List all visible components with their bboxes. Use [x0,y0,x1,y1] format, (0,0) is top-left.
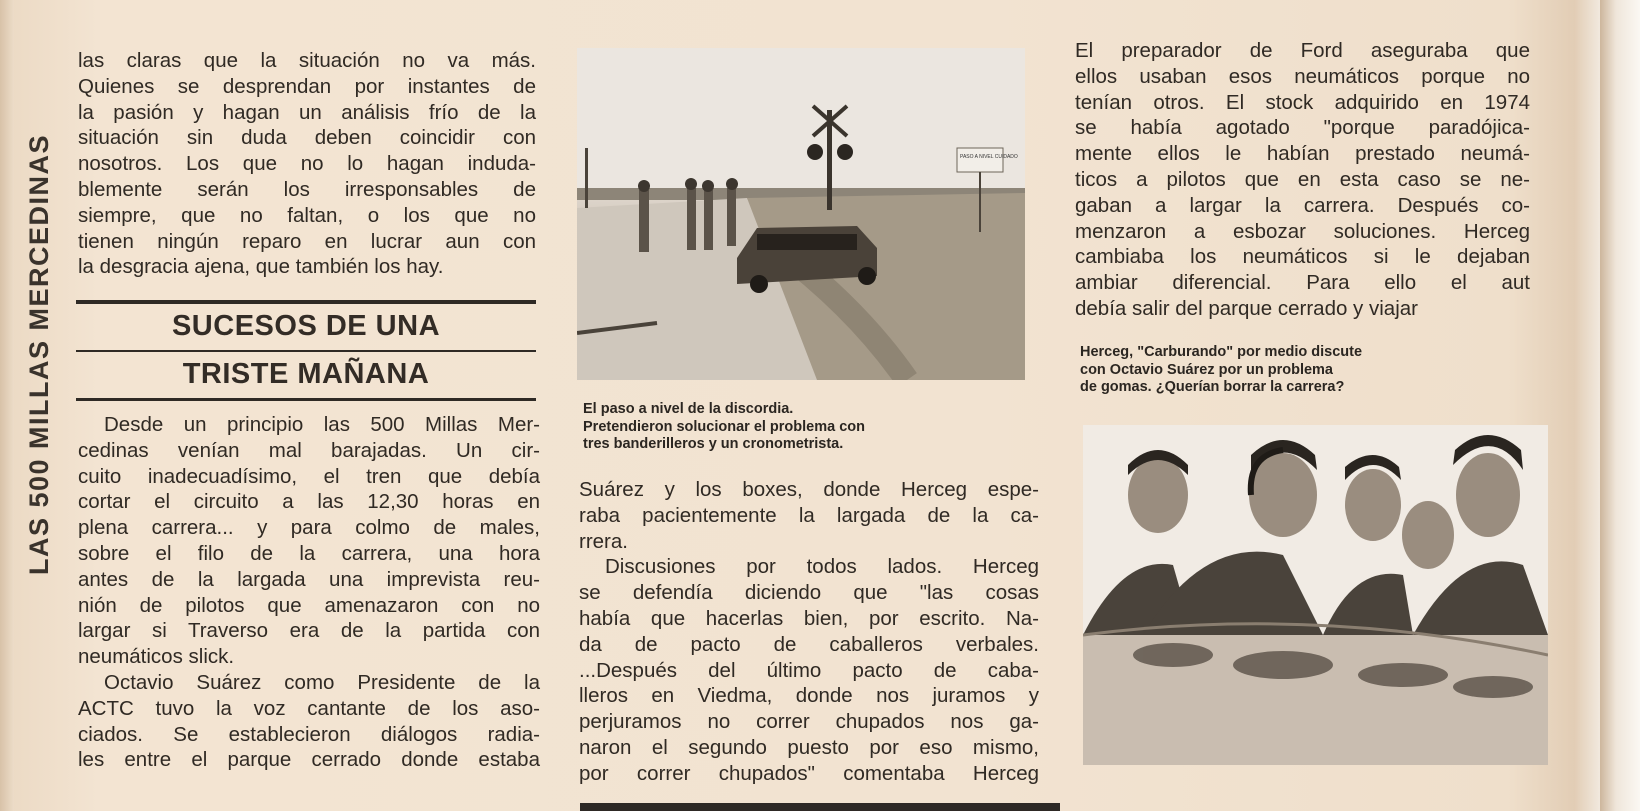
text-line: ACTC tuvo la voz cantante de los aso- [78,696,540,720]
photo-railroad-crossing [577,48,1025,380]
text-line: rrera. [579,529,628,553]
text-line: ellos usaban esos neumáticos porque no [1075,64,1530,88]
railroad-crossing-illustration [577,48,1025,380]
page-edge [1600,0,1640,811]
text-line: tenían otros. El stock adquirido en 1974 [1075,90,1530,114]
photo-men-discussing [1083,425,1548,765]
text-line: se defendía diciendo que "las cosas [579,581,1039,605]
text-line: ambiar diferencial. Para ello el aut [1075,271,1530,295]
caption-line: Herceg, "Carburando" por medio discute [1080,344,1363,360]
headline-rule-middle [76,350,536,352]
text-line: ticos a pilotos que en esta caso se ne- [1075,167,1530,191]
men-discussing-illustration [1083,425,1548,765]
text-line: la desgracia ajena, que también los hay. [78,255,444,279]
text-line: Quienes se desprendan por instantes de [78,74,536,98]
caption-line: Pretendieron solucionar el problema con [583,418,866,435]
text-line: se había agotado "porque paradójica- [1075,116,1530,140]
column3-body [1075,38,1530,322]
text-line: situación sin duda deben coincidir con [78,126,536,150]
column2-body [579,477,1039,787]
text-line: mente ellos le habían prestado neumá- [1075,142,1530,166]
caption-line: El paso a nivel de la discordia. [583,401,794,417]
text-line: menzaron a esbozar soluciones. Herceg [1075,219,1530,243]
column1-top-paragraph [78,48,536,280]
text-line: cuito inadecuadísimo, el tren que debía [78,464,540,488]
text-line: ciados. Se establecieron diálogos radia- [78,722,540,746]
text-line: neumáticos slick. [78,645,235,669]
text-line: lleros en Viedma, donde nos juramos y [579,684,1039,708]
section-title-vertical: LAS 500 MILLAS MERCEDINAS [24,133,54,575]
text-line: tienen ningún reparo en lucrar aun con [78,229,536,253]
text-line: nión de pilotos que amenazaron con no [78,593,540,617]
text-line: por correr chupados" comentaba Herceg [579,761,1039,785]
photo2-caption [1080,344,1530,397]
text-line: cambiaba los neumáticos si le dejaban [1075,245,1530,269]
text-line: debía salir del parque cerrado y viajar [1075,296,1418,320]
text-line: nosotros. Los que no lo hagan induda- [78,152,536,176]
text-line: cortar el circuito a las 12,30 horas en [78,490,540,514]
headline-rule-bottom [76,398,536,401]
text-line: El preparador de Ford aseguraba que [1075,39,1530,62]
page-spine [0,0,14,811]
text-line: raba pacientemente la largada de la ca- [579,503,1039,527]
text-line: Octavio Suárez como Presidente de la [104,670,540,694]
text-line: blemente serán los irresponsables de [78,177,536,201]
photo1-caption [583,401,1023,454]
text-line: naron el segundo puesto por eso mismo, [579,735,1039,759]
bottom-rule [580,803,1060,811]
headline-line-1: SUCESOS DE UNA [171,310,441,342]
text-line: antes de la largada una imprevista reu- [78,567,540,591]
text-line: las claras que la situación no va más. [78,49,536,72]
text-line: había que hacerlas bien, por escrito. Na- [579,606,1039,630]
text-line: Discusiones por todos lados. Herceg [605,555,1039,579]
headline-rule-top [76,300,536,304]
text-line: largar si Traverso era de la partida con [78,619,540,643]
text-line: gaban a largar la carrera. Después co- [1075,193,1530,217]
text-line: siempre, que no faltan, o los que no [78,203,536,227]
text-line: Desde un principio las 500 Millas Mer- [104,413,540,436]
caption-line: con Octavio Suárez por un problema [1080,361,1333,378]
text-line: sobre el filo de la carrera, una hora [78,541,540,565]
text-line: plena carrera... y para colmo de males, [78,516,540,540]
text-line: les entre el parque cerrado donde estaba [78,748,540,772]
text-line: Suárez y los boxes, donde Herceg espe- [579,478,1039,501]
headline-line-2: TRISTE MAÑANA [182,358,430,390]
column1-body [78,412,540,773]
text-line: cedinas venían mal barajadas. Un cir- [78,438,540,462]
sign-text: PASO A NIVEL CUIDADO [960,154,1018,160]
caption-line: tres banderilleros y un cronometrista. [583,436,844,452]
caption-line: de gomas. ¿Querían borrar la carrera? [1080,379,1345,395]
text-line: la pasión y hagan un análisis frío de la [78,100,536,124]
text-line: perjuramos no correr chupados nos ga- [579,710,1039,734]
text-line: ...Después del último pacto de caba- [579,658,1039,682]
text-line: da de pacto de caballeros verbales. [579,632,1039,656]
